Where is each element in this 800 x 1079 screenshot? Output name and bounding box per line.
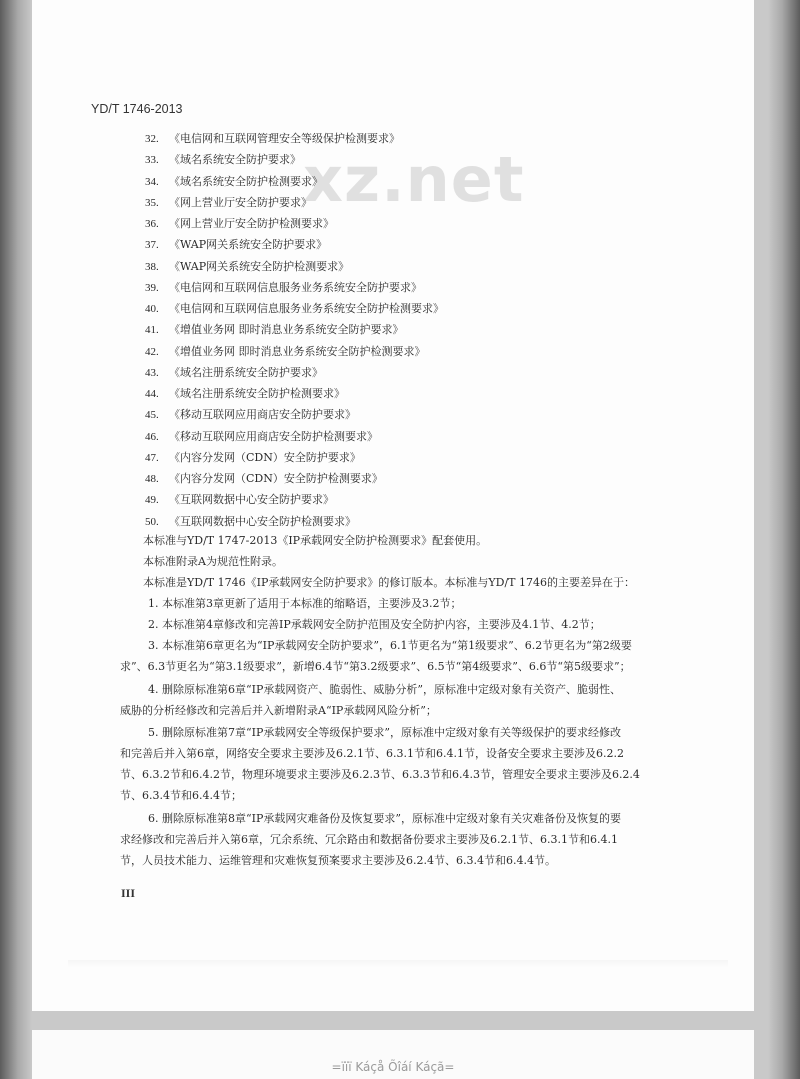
list-item-title: 《电信网和互联网信息服务业务系统安全防护检测要求》: [169, 302, 444, 315]
list-item-title: 《域名注册系统安全防护要求》: [169, 365, 323, 379]
next-page: [32, 1030, 754, 1079]
standard-list-item: [145, 171, 444, 192]
list-item-number: 49.: [145, 494, 159, 507]
list-item-title: 《域名系统安全防护检测要求》: [169, 174, 323, 188]
list-item-number: 39.: [145, 281, 159, 294]
paragraph-pair: 本标准与YD/T 1747-2013《IP承载网安全防护检测要求》配套使用。: [143, 534, 488, 547]
standard-list-item: [145, 468, 444, 489]
list-item-title: 《域名注册系统安全防护检测要求》: [169, 387, 345, 400]
list-item-number: 43.: [145, 366, 159, 379]
standard-list-item: [145, 447, 444, 468]
standard-list-item: [145, 319, 444, 340]
list-item-title: 《移动互联网应用商店安全防护检测要求》: [169, 429, 378, 443]
list-item-title: 《内容分发网（CDN）安全防护检测要求》: [169, 472, 383, 485]
list-item-title: 《网上营业厅安全防护检测要求》: [169, 217, 334, 230]
standard-list-item: [145, 489, 444, 510]
list-item-number: 37.: [145, 239, 159, 252]
change-6-line3: 节，人员技术能力、运维管理和灾难恢复预案要求主要涉及6.2.4节、6.3.4节和6.4.4节。: [120, 854, 556, 867]
list-item-title: 《互联网数据中心安全防护检测要求》: [169, 514, 356, 528]
list-item-title: 《移动互联网应用商店安全防护要求》: [169, 408, 356, 422]
change-3-line1: 3. 本标准第6章更名为“IP承载网安全防护要求”，6.1节更名为“第1级要求”、6.2节更名为“第2级要: [148, 639, 632, 652]
change-5-line4: 节、6.3.4节和6.4.4节；: [120, 789, 242, 802]
list-item-number: 41.: [145, 324, 159, 337]
standard-header: YD/T 1746-2013: [91, 102, 183, 116]
change-6-line1: 6. 删除原标准第8章“IP承载网灾难备份及恢复要求”，原标准中定级对象有关灾难备份及恢复的要: [148, 812, 621, 825]
list-item-title: 《WAP网关系统安全防护检测要求》: [169, 259, 350, 273]
paragraph-revision: 本标准是YD/T 1746《IP承载网安全防护要求》的修订版本。本标准与YD/T 1746的主要差异在于：: [143, 576, 635, 589]
standard-list-item: [145, 404, 444, 425]
list-item-number: 38.: [145, 260, 159, 273]
change-6-line2: 求经修改和完善后并入第6章，冗余系统、冗余路由和数据备份要求主要涉及6.2.1节、6.3.1节和6.4.1: [120, 833, 618, 846]
standard-list-item: [145, 277, 444, 298]
watermark: xz.net: [303, 143, 525, 216]
change-5-line1: 5. 删除原标准第7章“IP承载网安全等级保护要求”，原标准中定级对象有关等级保护的要求经修改: [148, 726, 621, 739]
list-item-title: 《内容分发网（CDN）安全防护要求》: [169, 450, 361, 464]
list-item-number: 47.: [145, 451, 159, 464]
list-item-number: 48.: [145, 473, 159, 485]
list-item-title: 《电信网和互联网信息服务业务系统安全防护要求》: [169, 280, 422, 294]
standard-list-item: [145, 362, 444, 383]
list-item-title: 《域名系统安全防护要求》: [169, 153, 301, 167]
list-item-number: 40.: [145, 303, 159, 315]
list-item-number: 34.: [145, 175, 159, 188]
change-3-line2: 求”、6.3节更名为“第3.1级要求”，新增6.4节“第3.2级要求”、6.5节“第4级要求”、6.6节“第5级要求”；: [120, 660, 631, 673]
list-item-number: 35.: [145, 196, 159, 209]
list-item-title: 《增值业务网 即时消息业务系统安全防护要求》: [169, 323, 404, 337]
change-4-line1: 4. 删除原标准第6章“IP承载网资产、脆弱性、威胁分析”，原标准中定级对象有关资产、脆弱性、: [148, 683, 621, 696]
change-5-line2: 和完善后并入第6章，网络安全要求主要涉及6.2.1节、6.3.1节和6.4.1节，设备安全要求主要涉及6.2.2: [120, 747, 624, 760]
list-item-number: 33.: [145, 154, 159, 167]
paragraph-annex: 本标准附录A为规范性附录。: [143, 555, 283, 568]
standard-list-item: [145, 149, 444, 170]
standard-list-item: [145, 298, 444, 319]
standard-list-item: [145, 341, 444, 362]
list-item-title: 《WAP网关系统安全防护要求》: [169, 238, 328, 252]
list-item-number: 45.: [145, 409, 159, 422]
list-item-number: 32.: [145, 133, 159, 145]
list-item-number: 44.: [145, 388, 159, 400]
list-item-number: 42.: [145, 345, 159, 358]
page-shadow: [68, 960, 728, 968]
change-2: 2. 本标准第4章修改和完善IP承载网安全防护范围及安全防护内容，主要涉及4.1节、4.2节；: [148, 618, 601, 631]
list-item-title: 《增值业务网 即时消息业务系统安全防护检测要求》: [169, 344, 426, 358]
standard-list-item: [145, 128, 444, 149]
standard-list-item: [145, 383, 444, 404]
standard-list-item: [145, 234, 444, 255]
standard-list-item: [145, 213, 444, 234]
standard-list-item: [145, 256, 444, 277]
list-item-title: 《网上营业厅安全防护要求》: [169, 195, 312, 209]
standard-list-item: [145, 511, 444, 532]
list-item-number: 46.: [145, 430, 159, 443]
list-item-number: 36.: [145, 218, 159, 230]
change-5-line3: 节、6.3.2节和6.4.2节，物理环境要求主要涉及6.2.3节、6.3.3节和6.4.3节，管理安全要求主要涉及6.2.4: [120, 768, 640, 781]
list-item-title: 《电信网和互联网管理安全等级保护检测要求》: [169, 132, 400, 145]
change-4-line2: 威胁的分析经修改和完善后并入新增附录A“IP承载网风险分析”；: [120, 704, 437, 717]
list-item-title: 《互联网数据中心安全防护要求》: [169, 493, 334, 507]
change-1: 1. 本标准第3章更新了适用于本标准的缩略语，主要涉及3.2节；: [148, 597, 462, 610]
standards-list: [145, 128, 444, 532]
list-item-number: 50.: [145, 515, 159, 528]
standard-list-item: [145, 426, 444, 447]
page-number: III: [121, 886, 136, 900]
standard-list-item: [145, 192, 444, 213]
next-page-text: =ïïï Káçå Õîáí Káçã=: [331, 1060, 455, 1074]
